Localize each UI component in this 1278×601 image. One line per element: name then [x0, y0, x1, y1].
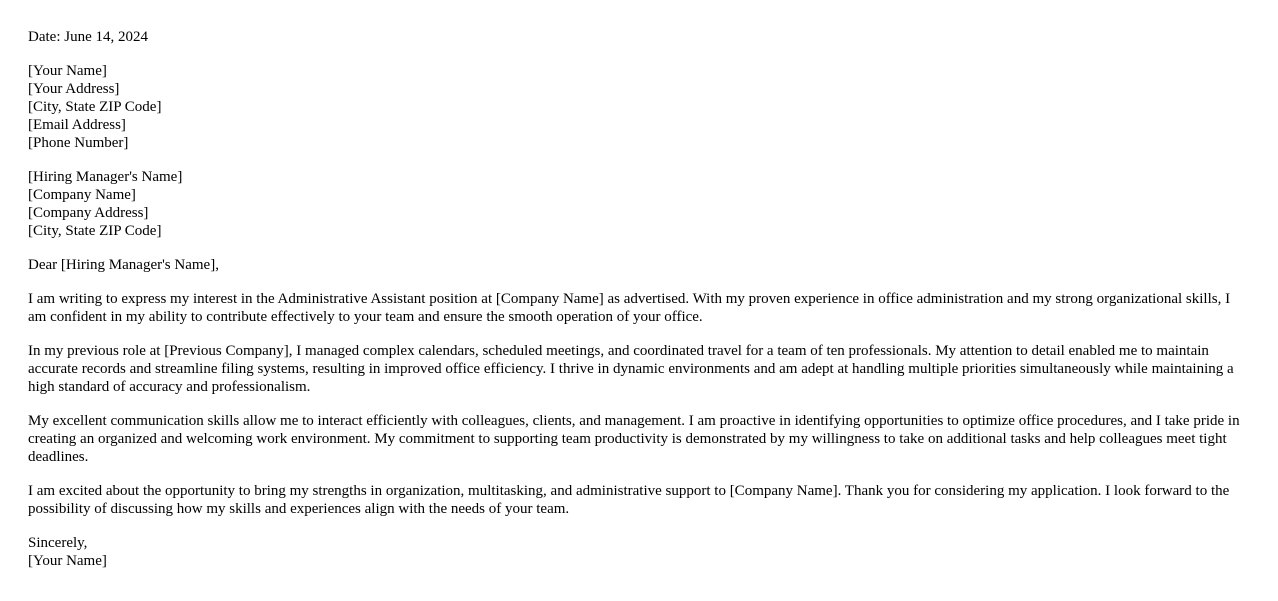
- closing-signoff: Sincerely,: [28, 535, 88, 551]
- sender-address: [Your Address]: [28, 81, 120, 97]
- recipient-company: [Company Name]: [28, 187, 136, 203]
- sender-address-block: [28, 62, 1250, 152]
- closing-block: [28, 534, 1250, 570]
- letter-date: Date: June 14, 2024: [28, 29, 148, 45]
- salutation: Dear [Hiring Manager's Name],: [28, 257, 219, 273]
- recipient-address-block: [28, 168, 1250, 240]
- sender-email: [Email Address]: [28, 117, 126, 133]
- recipient-city-state-zip: [City, State ZIP Code]: [28, 223, 162, 239]
- body-paragraph-2: In my previous role at [Previous Company], I managed complex calendars, scheduled meetings, and coordinated travel for a team of ten professionals. My attention to detail enabled me to maintain accurate records and streamline filing systems, resulting in improved office efficiency. I thrive in dynamic environments and am adept at handling multiple priorities simultaneously while maintaining a high standard of accuracy and professionalism.: [28, 343, 1234, 395]
- body-paragraph-4: I am excited about the opportunity to bring my strengths in organization, multitasking, and administrative support to [Company Name]. Thank you for considering my application. I look forward to the possibility of discussing how my skills and experiences align with the needs of your team.: [28, 483, 1230, 517]
- cover-letter: [28, 28, 1250, 570]
- sender-name: [Your Name]: [28, 63, 107, 79]
- body-paragraph-1: I am writing to express my interest in the Administrative Assistant position at [Company Name] as advertised. With my proven experience in office administration and my strong organizational skills, I am confident in my ability to contribute effectively to your team and ensure the smooth operation of your office.: [28, 291, 1231, 325]
- body-paragraph-3: My excellent communication skills allow me to interact efficiently with colleagues, clients, and management. I am proactive in identifying opportunities to optimize office procedures, and I take pride in creating an organized and welcoming work environment. My commitment to supporting team productivity is demonstrated by my willingness to take on additional tasks and help colleagues meet tight deadlines.: [28, 413, 1240, 465]
- recipient-name: [Hiring Manager's Name]: [28, 169, 183, 185]
- recipient-address: [Company Address]: [28, 205, 149, 221]
- date-block: [28, 28, 1250, 46]
- salutation-block: [28, 256, 1250, 274]
- sender-city-state-zip: [City, State ZIP Code]: [28, 99, 162, 115]
- signature-name: [Your Name]: [28, 553, 107, 569]
- sender-phone: [Phone Number]: [28, 135, 129, 151]
